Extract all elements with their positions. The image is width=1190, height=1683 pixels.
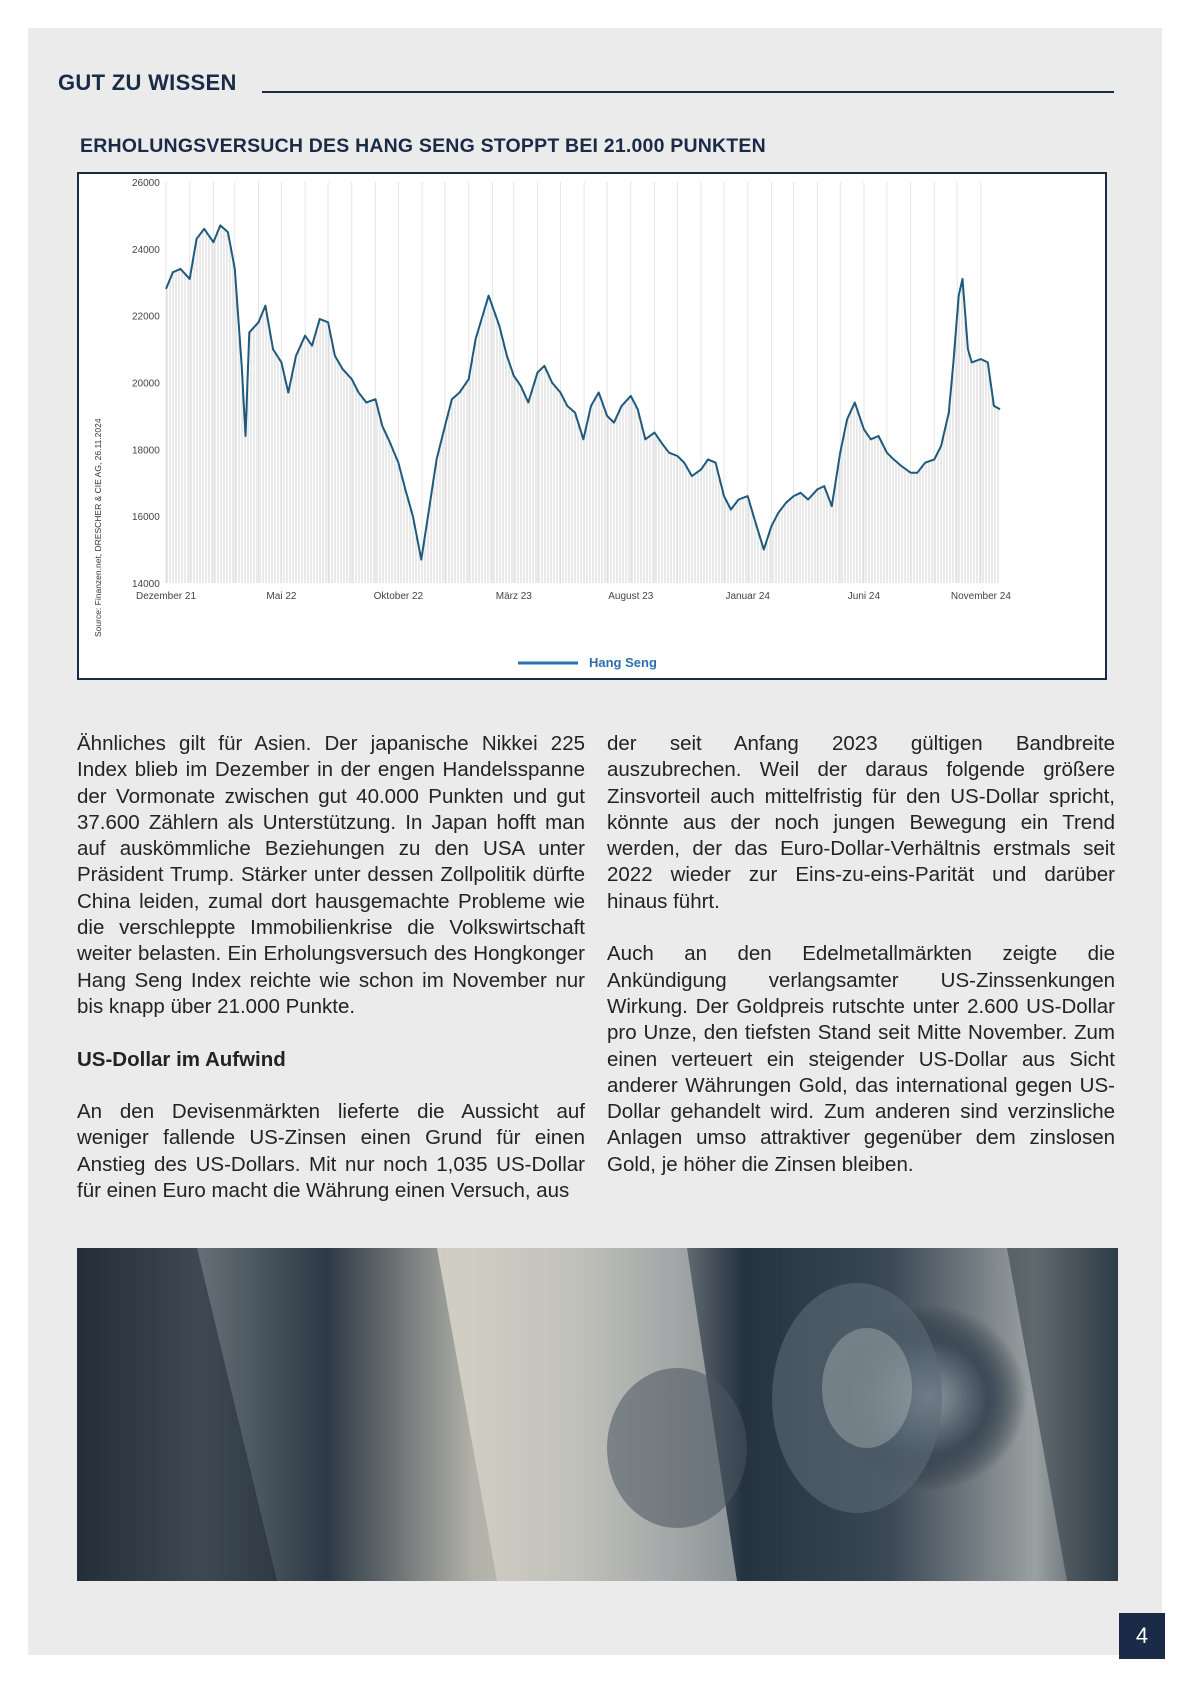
x-tick-label: August 23: [608, 591, 654, 602]
page-number: 4: [1119, 1613, 1165, 1659]
x-tick-label: November 24: [950, 591, 1011, 602]
y-tick-label: 22000: [132, 311, 160, 323]
y-tick-label: 16000: [132, 512, 160, 524]
x-tick-label: Oktober 22: [373, 591, 424, 602]
y-tick-label: 24000: [132, 244, 160, 256]
article-column-left: [77, 731, 585, 1231]
paragraph-fx-markets: An den Devisenmärkten lieferte die Aussicht auf weniger fallende US-Zinsen einen Grund für einen Anstieg des US-Dollars. Mit nur noch 1,035 US-Dollar für einen Euro macht die Währung einen Versuch, aus: [77, 1100, 585, 1203]
y-tick-label: 14000: [132, 579, 160, 590]
x-tick-label: Januar 24: [725, 591, 770, 602]
paragraph-precious-metals: Auch an den Edelmetallmärkten zeigte die Ankündigung verlangsamter US-Zinssenkungen Wirkung. Der Goldpreis rutschte unter 2.600 US-Dollar pro Unze, den tiefsten Stand seit Mitte November. Zum einen verteuert ein steigender US-Dollar aus Sicht anderer Währungen Gold, das international gegen US-Dollar gehandelt wird. Zum anderen sind verzinsliche Anlagen umso attraktiver gegenüber dem zinslosen Gold, je höher die Zinsen bleiben.: [607, 942, 1115, 1176]
section-title: GUT ZU WISSEN: [58, 70, 237, 95]
subheading-us-dollar: US-Dollar im Aufwind: [77, 1047, 286, 1071]
y-tick-label: 18000: [132, 445, 160, 457]
source-note: Source: Finanzen.net, DRESCHER & CIE AG, 26.11.2024: [93, 418, 103, 637]
legend-label: Hang Seng: [589, 655, 657, 670]
x-tick-label: Juni 24: [847, 591, 881, 602]
banknote-illustration: [77, 1248, 1118, 1581]
article-column-right: [607, 731, 1115, 1204]
y-tick-label: 20000: [132, 378, 160, 390]
us-dollar-banknotes-photo: [77, 1248, 1118, 1581]
hang-seng-chart: [77, 172, 1107, 680]
x-tick-label: Mai 22: [266, 591, 297, 602]
y-tick-label: 26000: [132, 178, 160, 189]
x-tick-label: Dezember 21: [135, 591, 197, 602]
chart-canvas: [79, 174, 1104, 677]
paragraph-asia: Ähnliches gilt für Asien. Der japanische Nikkei 225 Index blieb im Dezember in der engen Handelsspanne der Vormonate zwischen gut 40.000 Punkten und gut 37.600 Zählern als Unterstützung. In Japan hofft man auf auskömmliche Beziehungen zu den USA unter Präsident Trump. Stärker unter dessen Zollpolitik dürfte China leiden, zumal dort hausgemachte Probleme wie die verschleppte Immobilienkrise die Volkswirtschaft weiter belasten. Ein Erholungsversuch des Hongkonger Hang Seng Index reichte wie schon im November nur bis knapp über 21.000 Punkte.: [77, 732, 585, 1018]
chart-title: ERHOLUNGSVERSUCH DES HANG SENG STOPPT BEI 21.000 PUNKTEN: [80, 135, 766, 157]
x-tick-label: März 23: [495, 591, 532, 602]
paragraph-fx-continued: der seit Anfang 2023 gültigen Bandbreite auszubrechen. Weil der daraus folgende größere Zinsvorteil auch mittelfristig für den US-Dollar spricht, könnte aus der noch jungen Bewegung ein Trend werden, der das Euro-Dollar-Verhältnis erstmals seit 2022 wieder zur Eins-zu-eins-Parität und darüber hinaus führt.: [607, 732, 1115, 913]
section-divider: [262, 91, 1114, 93]
